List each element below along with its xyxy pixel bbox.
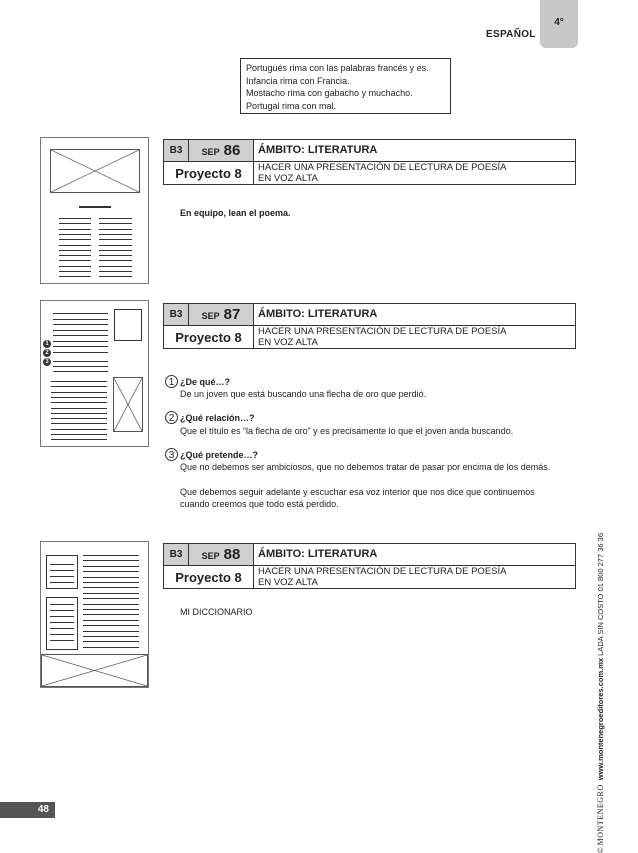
thumb-text-line: [59, 234, 91, 235]
project-header-88: [163, 543, 576, 589]
thumb-number-badge: 1: [43, 340, 51, 348]
thumb-text-line: [99, 276, 132, 277]
thumb-text-line: [83, 604, 139, 605]
thumb-text-line: [99, 234, 132, 235]
thumb-title-line: [79, 206, 111, 208]
publisher-sidebar: [596, 353, 605, 853]
page-thumbnail-87: [40, 300, 149, 447]
thumb-text-line: [83, 582, 139, 583]
thumb-text-line: [53, 319, 108, 320]
question-number: 3: [165, 448, 178, 461]
sep-page-number: 87: [223, 306, 241, 323]
thumb-text-line: [51, 429, 107, 430]
thumb-text-line: [59, 218, 91, 219]
instruction-text: En equipo, lean el poema.: [180, 208, 291, 218]
thumb-text-line: [59, 250, 91, 251]
answer-paragraph-line: Que debemos seguir adelante y escuchar esa voz interior que nos dice que continuemos: [180, 487, 535, 497]
thumb-text-line: [99, 239, 132, 240]
project-label: Proyecto 8: [164, 325, 254, 349]
grade-label: 4°: [554, 17, 564, 28]
rhyme-line: Infancia rima con Francia.: [246, 75, 350, 86]
thumb-text-line: [83, 609, 139, 610]
subject-label: ESPAÑOL: [486, 29, 536, 40]
question-text: ¿De qué…?: [180, 377, 231, 387]
thumb-text-line: [59, 266, 91, 267]
thumb-text-line: [51, 397, 107, 398]
thumb-text-line: [83, 641, 139, 642]
thumb-text-line: [99, 245, 132, 246]
thumb-text-line: [51, 408, 107, 409]
image-placeholder: [50, 149, 140, 193]
thumb-text-line: [83, 598, 139, 599]
page-thumbnail-86: [40, 137, 149, 284]
instruction-text: MI DICCIONARIO: [180, 607, 253, 617]
thumb-text-line: [83, 571, 139, 572]
thumb-text-line: [50, 628, 74, 629]
thumb-text-line: [51, 392, 107, 393]
thumb-text-line: [83, 636, 139, 637]
thumb-text-line: [50, 570, 74, 571]
activity-line: HACER UNA PRESENTACIÓN DE LECTURA DE POESÍA: [258, 566, 507, 577]
sep-page-cell: [189, 304, 254, 325]
thumb-text-line: [50, 564, 74, 565]
answer-text: De un joven que está buscando una flecha de oro que perdió.: [180, 389, 427, 399]
thumb-text-line: [51, 381, 107, 382]
project-header-87: [163, 303, 576, 349]
page-number: 48: [0, 802, 55, 818]
thumb-text-line: [59, 276, 91, 277]
thumb-text-line: [50, 604, 74, 605]
thumb-text-line: [50, 622, 74, 623]
sep-page-number: 88: [223, 546, 241, 563]
sep-label: SEP: [201, 551, 220, 561]
thumb-text-line: [50, 576, 74, 577]
thumb-text-line: [53, 341, 108, 342]
thumb-text-line: [50, 634, 74, 635]
thumb-text-line: [99, 260, 132, 261]
block-label: B3: [164, 140, 189, 161]
thumb-text-line: [83, 631, 139, 632]
rhyme-box: [240, 58, 451, 114]
thumb-text-line: [83, 555, 139, 556]
project-label: Proyecto 8: [164, 565, 254, 589]
thumb-text-line: [50, 640, 74, 641]
activity-line: EN VOZ ALTA: [258, 337, 318, 348]
sep-page-cell: [189, 140, 254, 161]
thumb-text-line: [59, 245, 91, 246]
question-number: 2: [165, 411, 178, 424]
thumb-text-line: [99, 223, 132, 224]
ambito-label: ÁMBITO: LITERATURA: [254, 140, 575, 162]
block-label: B3: [164, 544, 189, 565]
thumb-text-line: [51, 439, 107, 440]
thumb-text-line: [83, 577, 139, 578]
text-box-placeholder: [114, 309, 142, 341]
answer-paragraph-line: cuando creemos que todo está perdido.: [180, 499, 339, 509]
question-number: 1: [165, 375, 178, 388]
thumb-text-line: [51, 386, 107, 387]
activity-title: [254, 326, 575, 348]
grade-tab: [540, 0, 578, 48]
thumb-text-line: [59, 229, 91, 230]
sep-page-number: 86: [223, 142, 241, 159]
activity-line: EN VOZ ALTA: [258, 173, 318, 184]
project-label: Proyecto 8: [164, 161, 254, 185]
thumb-text-line: [51, 434, 107, 435]
thumb-text-line: [53, 324, 108, 325]
activity-title: [254, 162, 575, 184]
publisher-phone: LADA SIN COSTO 01 800 277 36 36: [596, 533, 605, 656]
thumb-text-line: [83, 587, 139, 588]
thumb-text-line: [83, 625, 139, 626]
thumb-text-line: [59, 255, 91, 256]
thumb-text-line: [53, 361, 108, 362]
activity-line: HACER UNA PRESENTACIÓN DE LECTURA DE POESÍA: [258, 162, 507, 173]
block-label: B3: [164, 304, 189, 325]
activity-line: HACER UNA PRESENTACIÓN DE LECTURA DE POESÍA: [258, 326, 507, 337]
sep-page-cell: [189, 544, 254, 565]
thumb-text-line: [59, 271, 91, 272]
thumb-text-line: [50, 616, 74, 617]
thumb-text-line: [99, 218, 132, 219]
activity-title: [254, 566, 575, 588]
page-thumbnail-88: [40, 541, 149, 688]
sep-label: SEP: [201, 147, 220, 157]
question-text: ¿Qué relación…?: [180, 413, 255, 423]
question-text: ¿Qué pretende…?: [180, 450, 259, 460]
rhyme-line: Portugal rima con mal.: [246, 100, 337, 111]
thumb-text-line: [50, 610, 74, 611]
thumb-number-badge: 2: [43, 349, 51, 357]
thumb-text-line: [99, 255, 132, 256]
thumb-text-line: [51, 423, 107, 424]
thumb-text-line: [53, 366, 108, 367]
thumb-text-line: [59, 239, 91, 240]
activity-line: EN VOZ ALTA: [258, 577, 318, 588]
thumb-text-line: [83, 620, 139, 621]
thumb-text-line: [53, 352, 108, 353]
thumb-text-line: [53, 371, 108, 372]
publisher-brand: MONTENEGRO: [596, 784, 605, 846]
thumb-text-line: [50, 582, 74, 583]
thumb-text-line: [99, 250, 132, 251]
sep-label: SEP: [201, 311, 220, 321]
rhyme-line: Mostacho rima con gabacho y muchacho.: [246, 88, 413, 98]
thumb-text-line: [51, 413, 107, 414]
publisher-url: www.montenegroeditores.com.mx: [596, 657, 605, 781]
thumb-text-line: [83, 593, 139, 594]
thumb-text-line: [51, 402, 107, 403]
project-header-86: [163, 139, 576, 185]
thumb-text-line: [99, 266, 132, 267]
ambito-label: ÁMBITO: LITERATURA: [254, 544, 575, 566]
answer-text: Que no debemos ser ambiciosos, que no debemos tratar de pasar por encima de los demás.: [180, 462, 551, 472]
rhyme-line: Portugués rima con las palabras francés y es.: [246, 63, 429, 73]
thumb-text-line: [83, 566, 139, 567]
thumb-text-line: [53, 346, 108, 347]
thumb-number-badge: 3: [43, 358, 51, 366]
thumb-text-line: [53, 335, 108, 336]
text-box-placeholder: [46, 555, 78, 589]
thumb-text-line: [53, 330, 108, 331]
image-placeholder: [113, 377, 143, 432]
thumb-text-line: [59, 223, 91, 224]
thumb-text-line: [51, 418, 107, 419]
thumb-text-line: [59, 260, 91, 261]
thumb-text-line: [99, 271, 132, 272]
thumb-text-line: [83, 647, 139, 648]
thumb-text-line: [53, 313, 108, 314]
copyright-symbol: ©: [596, 847, 605, 853]
ambito-label: ÁMBITO: LITERATURA: [254, 304, 575, 326]
thumb-text-line: [83, 614, 139, 615]
thumb-text-line: [99, 229, 132, 230]
answer-text: Que el título es “la flecha de oro” y es precisamente lo que el joven anda buscando.: [180, 426, 514, 436]
thumb-text-line: [83, 560, 139, 561]
image-placeholder: [41, 654, 148, 687]
